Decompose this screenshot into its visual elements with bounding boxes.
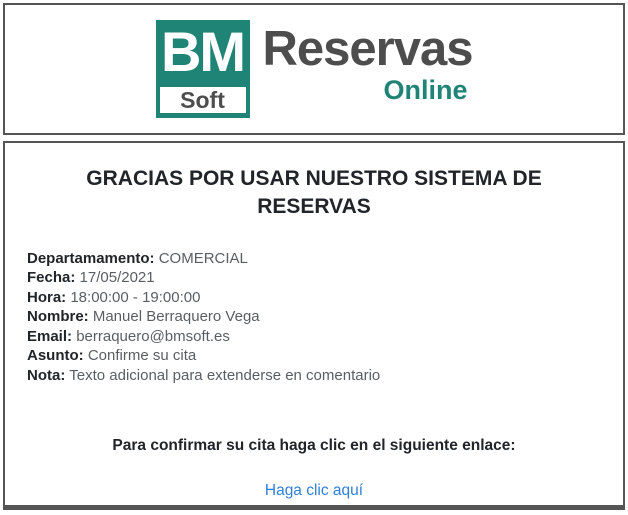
detail-row-nota (27, 366, 603, 386)
detail-value: COMERCIAL (158, 249, 248, 267)
confirm-link-container (25, 482, 603, 500)
brand-header (3, 3, 625, 135)
detail-value: berraquero@bmsoft.es (76, 327, 230, 345)
detail-row-asunto (27, 346, 603, 366)
detail-row-nombre (27, 307, 603, 327)
detail-row-fecha (27, 268, 603, 288)
detail-label: Hora: (27, 288, 67, 306)
brand-wordmark (263, 24, 473, 103)
detail-row-departamento (27, 249, 603, 269)
detail-value: Manuel Berraquero Vega (92, 308, 260, 326)
detail-value: Texto adicional para extenderse en comentario (69, 366, 381, 384)
detail-label: Nombre: (27, 308, 89, 326)
brand-subtitle: Online (383, 74, 468, 105)
detail-value: 18:00:00 - 19:00:00 (70, 288, 201, 306)
detail-row-email (27, 327, 603, 347)
detail-label: Email: (27, 327, 73, 345)
bmsoft-logo (156, 20, 250, 118)
logo-bm-text: BM (160, 20, 245, 83)
confirm-instruction: Para confirmar su cita haga clic en el siguiente enlace: (112, 437, 516, 455)
detail-row-hora (27, 288, 603, 308)
detail-value: Confirme su cita (87, 347, 197, 365)
thank-you-heading: GRACIAS POR USAR NUESTRO SISTEMA DE RESERVAS (86, 167, 542, 219)
detail-label: Departamamento: (27, 249, 155, 267)
brand-title: Reservas (262, 22, 473, 77)
confirm-link[interactable]: Haga clic aquí (264, 482, 364, 500)
logo-soft-text: Soft (160, 87, 246, 113)
confirmation-body (3, 141, 625, 510)
detail-label: Nota: (27, 366, 66, 384)
reservation-details (27, 249, 603, 386)
detail-label: Asunto: (27, 347, 84, 365)
detail-value: 17/05/2021 (79, 269, 155, 287)
detail-label: Fecha: (27, 269, 76, 287)
email-card (3, 3, 625, 510)
